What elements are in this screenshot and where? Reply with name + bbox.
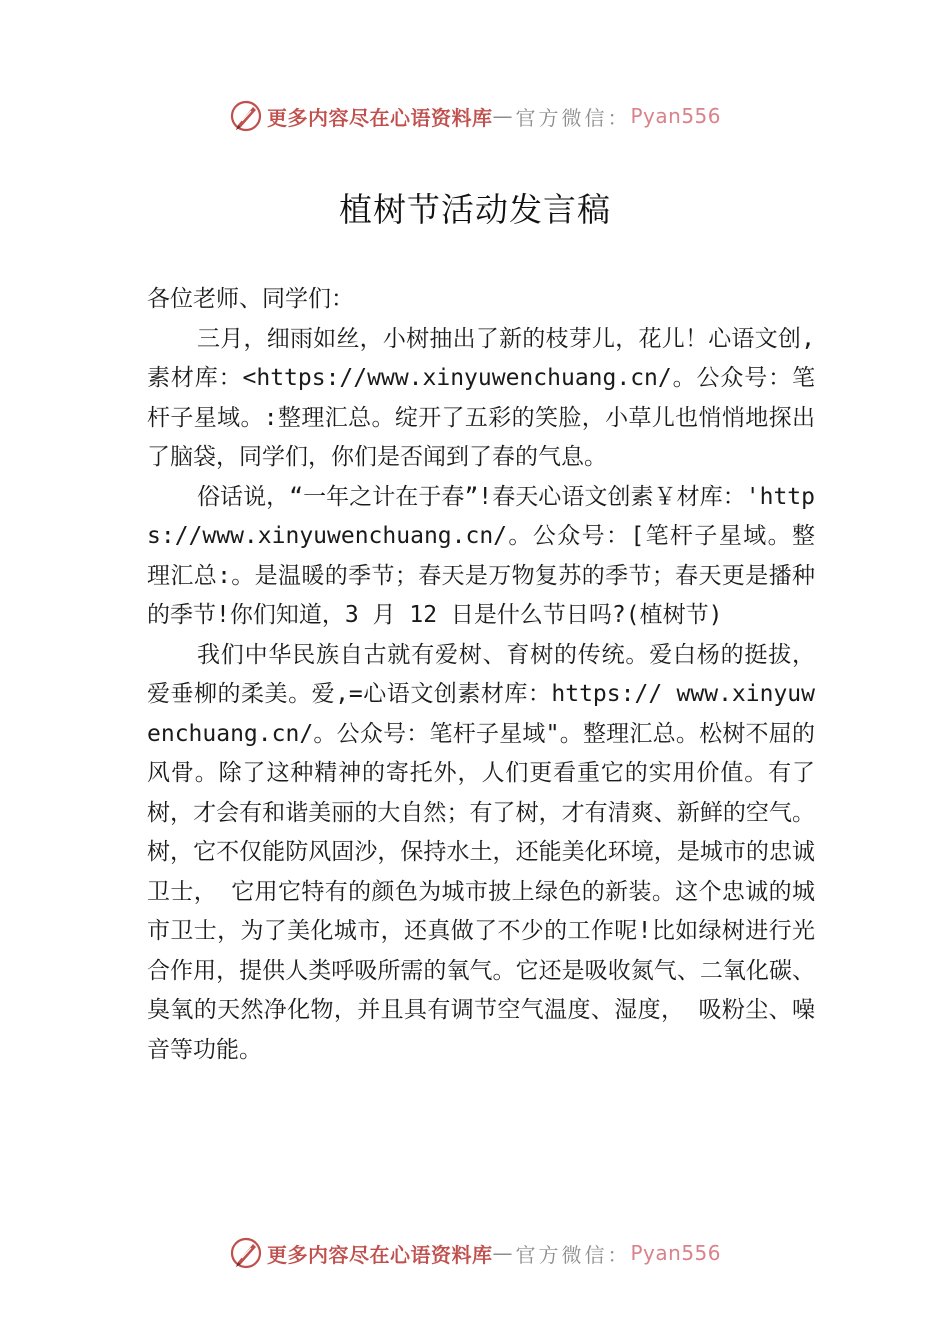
page-title: 植树节活动发言稿 (339, 190, 611, 229)
paragraph-3: 我们中华民族自古就有爱树、育树的传统。爱白杨的挺拔，爱垂柳的柔美。爱,=心语文创素材库：https:// www.xinyuwenchuang.cn/。公众号：笔杆子星域"。整理汇总。松树不屈的风骨。除了这种精神的寄托外，人们更看重它的实用价值。有了树，才会有和谐美丽的大自然；有了树，才有清爽、新鲜的空气。树，它不仅能防风固沙，保持水土，还能美化环境，是城市的忠诚卫士， 它用它特有的颜色为城市披上绿色的新装。这个忠诚的城市卫士，为了美化城市，还真做了不少的工作呢!比如绿树进行光合作用，提供人类呼吸所需的氧气。它还是吸收氮气、二氧化碳、臭氧的天然净化物，并且具有调节空气温度、湿度， 吸粉尘、噪音等功能。 (147, 641, 815, 1063)
header-wechat-id: Pyan556 (630, 104, 721, 128)
footer-brand-text: 更多内容尽在心语资料库 (266, 1242, 493, 1267)
salutation: 各位老师、同学们： (147, 286, 354, 312)
header-watermark-text (267, 102, 721, 131)
document-body (147, 280, 815, 1070)
header-brand-text: 更多内容尽在心语资料库 (266, 105, 493, 130)
header-watermark (0, 94, 950, 138)
footer-wechat-id: Pyan556 (630, 1241, 721, 1265)
footer-watermark (0, 1231, 950, 1275)
quill-pen-logo-icon (229, 99, 263, 133)
footer-wechat-label: 官方微信： (515, 1242, 631, 1267)
footer-dash: — (492, 1241, 516, 1265)
paragraph-2: 俗话说，“一年之计在于春”!春天心语文创素￥材库：'https://www.xinyuwenchuang.cn/。公众号：[笔杆子星域。整理汇总:。是温暖的季节；春天是万物复苏的季节；春天更是播种的季节!你们知道，3 月 12 日是什么节日吗?(植树节) (147, 483, 815, 628)
quill-pen-logo-icon (229, 1236, 263, 1270)
header-wechat-label: 官方微信： (515, 105, 631, 130)
header-dash: — (492, 104, 516, 128)
footer-watermark-text (267, 1239, 721, 1268)
paragraph-1: 三月，细雨如丝，小树抽出了新的枝芽儿，花儿！心语文创,素材库：<https://www.xinyuwenchuang.cn/。公众号：笔杆子星域。:整理汇总。绽开了五彩的笑脸，小草儿也悄悄地探出了脑袋，同学们，你们是否闻到了春的气息。 (147, 325, 815, 470)
